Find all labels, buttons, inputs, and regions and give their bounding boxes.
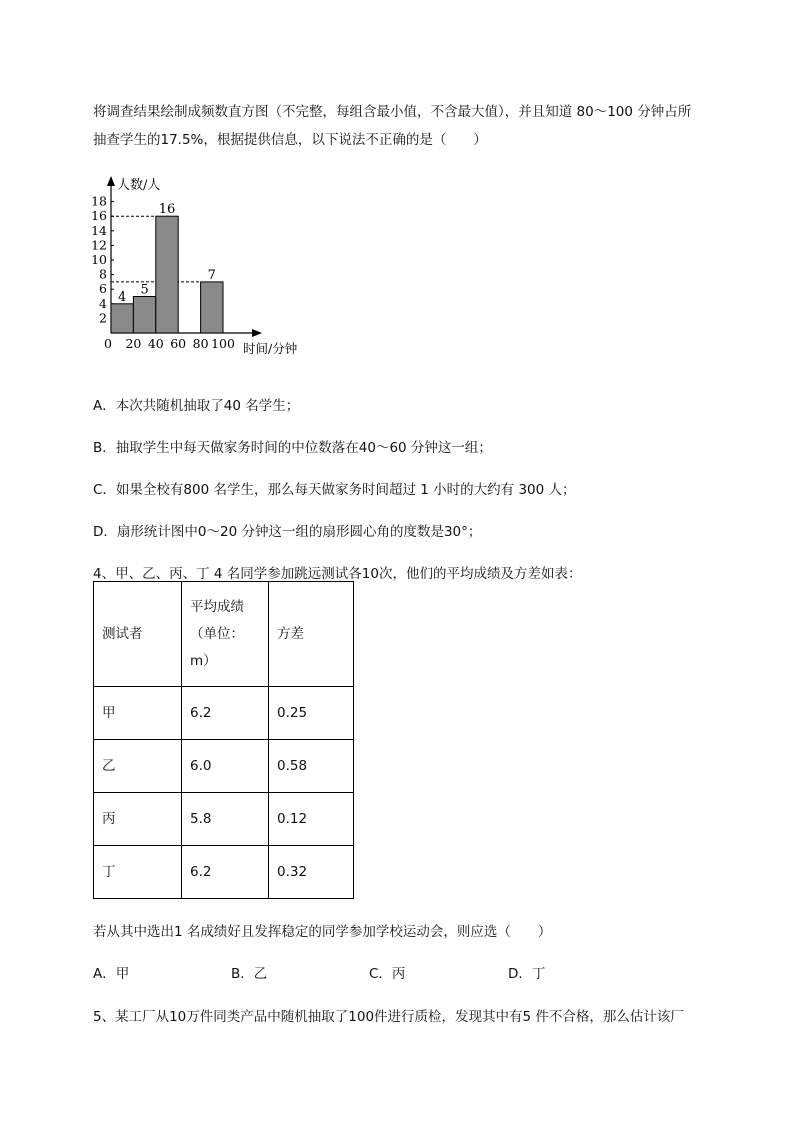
- cell-name: 丙: [94, 793, 182, 846]
- option-a: A．本次共随机抽取了40 名学生；: [93, 398, 300, 414]
- x-tick-label: 80: [192, 336, 209, 351]
- cell-mean: 6.2: [182, 846, 269, 899]
- x-axis-arrow: [252, 329, 262, 337]
- cell-variance: 0.32: [269, 846, 354, 899]
- y-tick-label: 4: [99, 295, 107, 311]
- header-mean-line2: （单位：: [190, 625, 244, 642]
- scores-table: [93, 581, 354, 899]
- bar-value-label: 4: [118, 289, 127, 305]
- histogram-bar: [201, 282, 223, 333]
- bar-value-label: 5: [140, 282, 149, 298]
- y-tick-label: 2: [99, 310, 107, 326]
- x-tick-labels: [125, 336, 235, 351]
- q4-stem: 4、甲、乙、丙、丁 4 名同学参加跳远测试各10次，他们的平均成绩及方差如表：: [93, 566, 582, 582]
- histogram-svg: [86, 170, 316, 360]
- y-axis-arrow: [107, 176, 115, 186]
- header-mean-line3: m）: [190, 652, 217, 669]
- bar-value-label: 16: [158, 202, 176, 218]
- table-row: [94, 740, 354, 793]
- cell-name: 丁: [94, 846, 182, 899]
- y-tick-label: 12: [91, 237, 107, 253]
- x-tick-label: 40: [147, 336, 164, 351]
- cell-name: 乙: [94, 740, 182, 793]
- table-row: [94, 846, 354, 899]
- x-tick-label: 100: [211, 336, 235, 351]
- header-mean: [182, 582, 269, 687]
- cell-variance: 0.58: [269, 740, 354, 793]
- y-axis-label: 人数/人: [117, 178, 161, 193]
- x-tick-label: 20: [125, 336, 142, 351]
- q4-option-d: D．丁: [508, 966, 546, 982]
- q4-option-a: A．甲: [93, 966, 130, 982]
- y-tick-label: 10: [91, 252, 107, 267]
- cell-name: 甲: [94, 687, 182, 740]
- option-c: C．如果全校有800 名学生，那么每天做家务时间超过 1 小时的大约有 300 人；: [93, 482, 576, 498]
- table-row: [94, 793, 354, 846]
- option-d: D．扇形统计图中0～20 分钟这一组的扇形圆心角的度数是30°；: [93, 524, 482, 540]
- y-tick-label: 8: [99, 266, 107, 282]
- header-tester: 测试者: [94, 582, 182, 687]
- q4-options: [93, 962, 693, 982]
- q4-question: 若从其中选出1 名成绩好且发挥稳定的同学参加学校运动会，则应选（ ）: [93, 924, 552, 940]
- histogram-bar: [156, 216, 178, 333]
- intro-line-1: 将调查结果绘制成频数直方图（不完整，每组含最小值，不含最大值），并且知道 80～100 分钟占所: [93, 104, 692, 120]
- table-header-row: [94, 582, 354, 687]
- histogram-bar: [133, 297, 155, 334]
- bars: [111, 216, 223, 333]
- intro-line-2: 抽查学生的17.5%，根据提供信息，以下说法不正确的是（ ）: [93, 132, 487, 148]
- cell-mean: 6.2: [182, 687, 269, 740]
- cell-mean: 5.8: [182, 793, 269, 846]
- option-b: B．抽取学生中每天做家务时间的中位数落在40～60 分钟这一组；: [93, 440, 492, 456]
- y-tick-label: 14: [91, 222, 107, 238]
- header-variance: 方差: [269, 582, 354, 687]
- q4-option-b: B．乙: [231, 966, 268, 982]
- q4-option-c: C．丙: [369, 966, 406, 982]
- histogram-bar: [111, 304, 133, 333]
- x-tick-label: 60: [170, 336, 187, 351]
- table-row: [94, 687, 354, 740]
- y-tick-label: 6: [99, 281, 107, 297]
- y-tick-label: 16: [91, 208, 107, 224]
- histogram-chart: [86, 170, 316, 360]
- cell-variance: 0.12: [269, 793, 354, 846]
- q5-stem: 5、某工厂从10万件同类产品中随机抽取了100件进行质检，发现其中有5 件不合格，那么估计该厂: [93, 1009, 684, 1025]
- bar-value-label: 7: [207, 267, 216, 283]
- x-axis-label: 时间/分钟: [243, 341, 298, 356]
- origin-label: 0: [104, 336, 112, 351]
- y-tick-label: 18: [91, 193, 107, 209]
- cell-mean: 6.0: [182, 740, 269, 793]
- cell-variance: 0.25: [269, 687, 354, 740]
- header-mean-line1: 平均成绩: [190, 598, 244, 615]
